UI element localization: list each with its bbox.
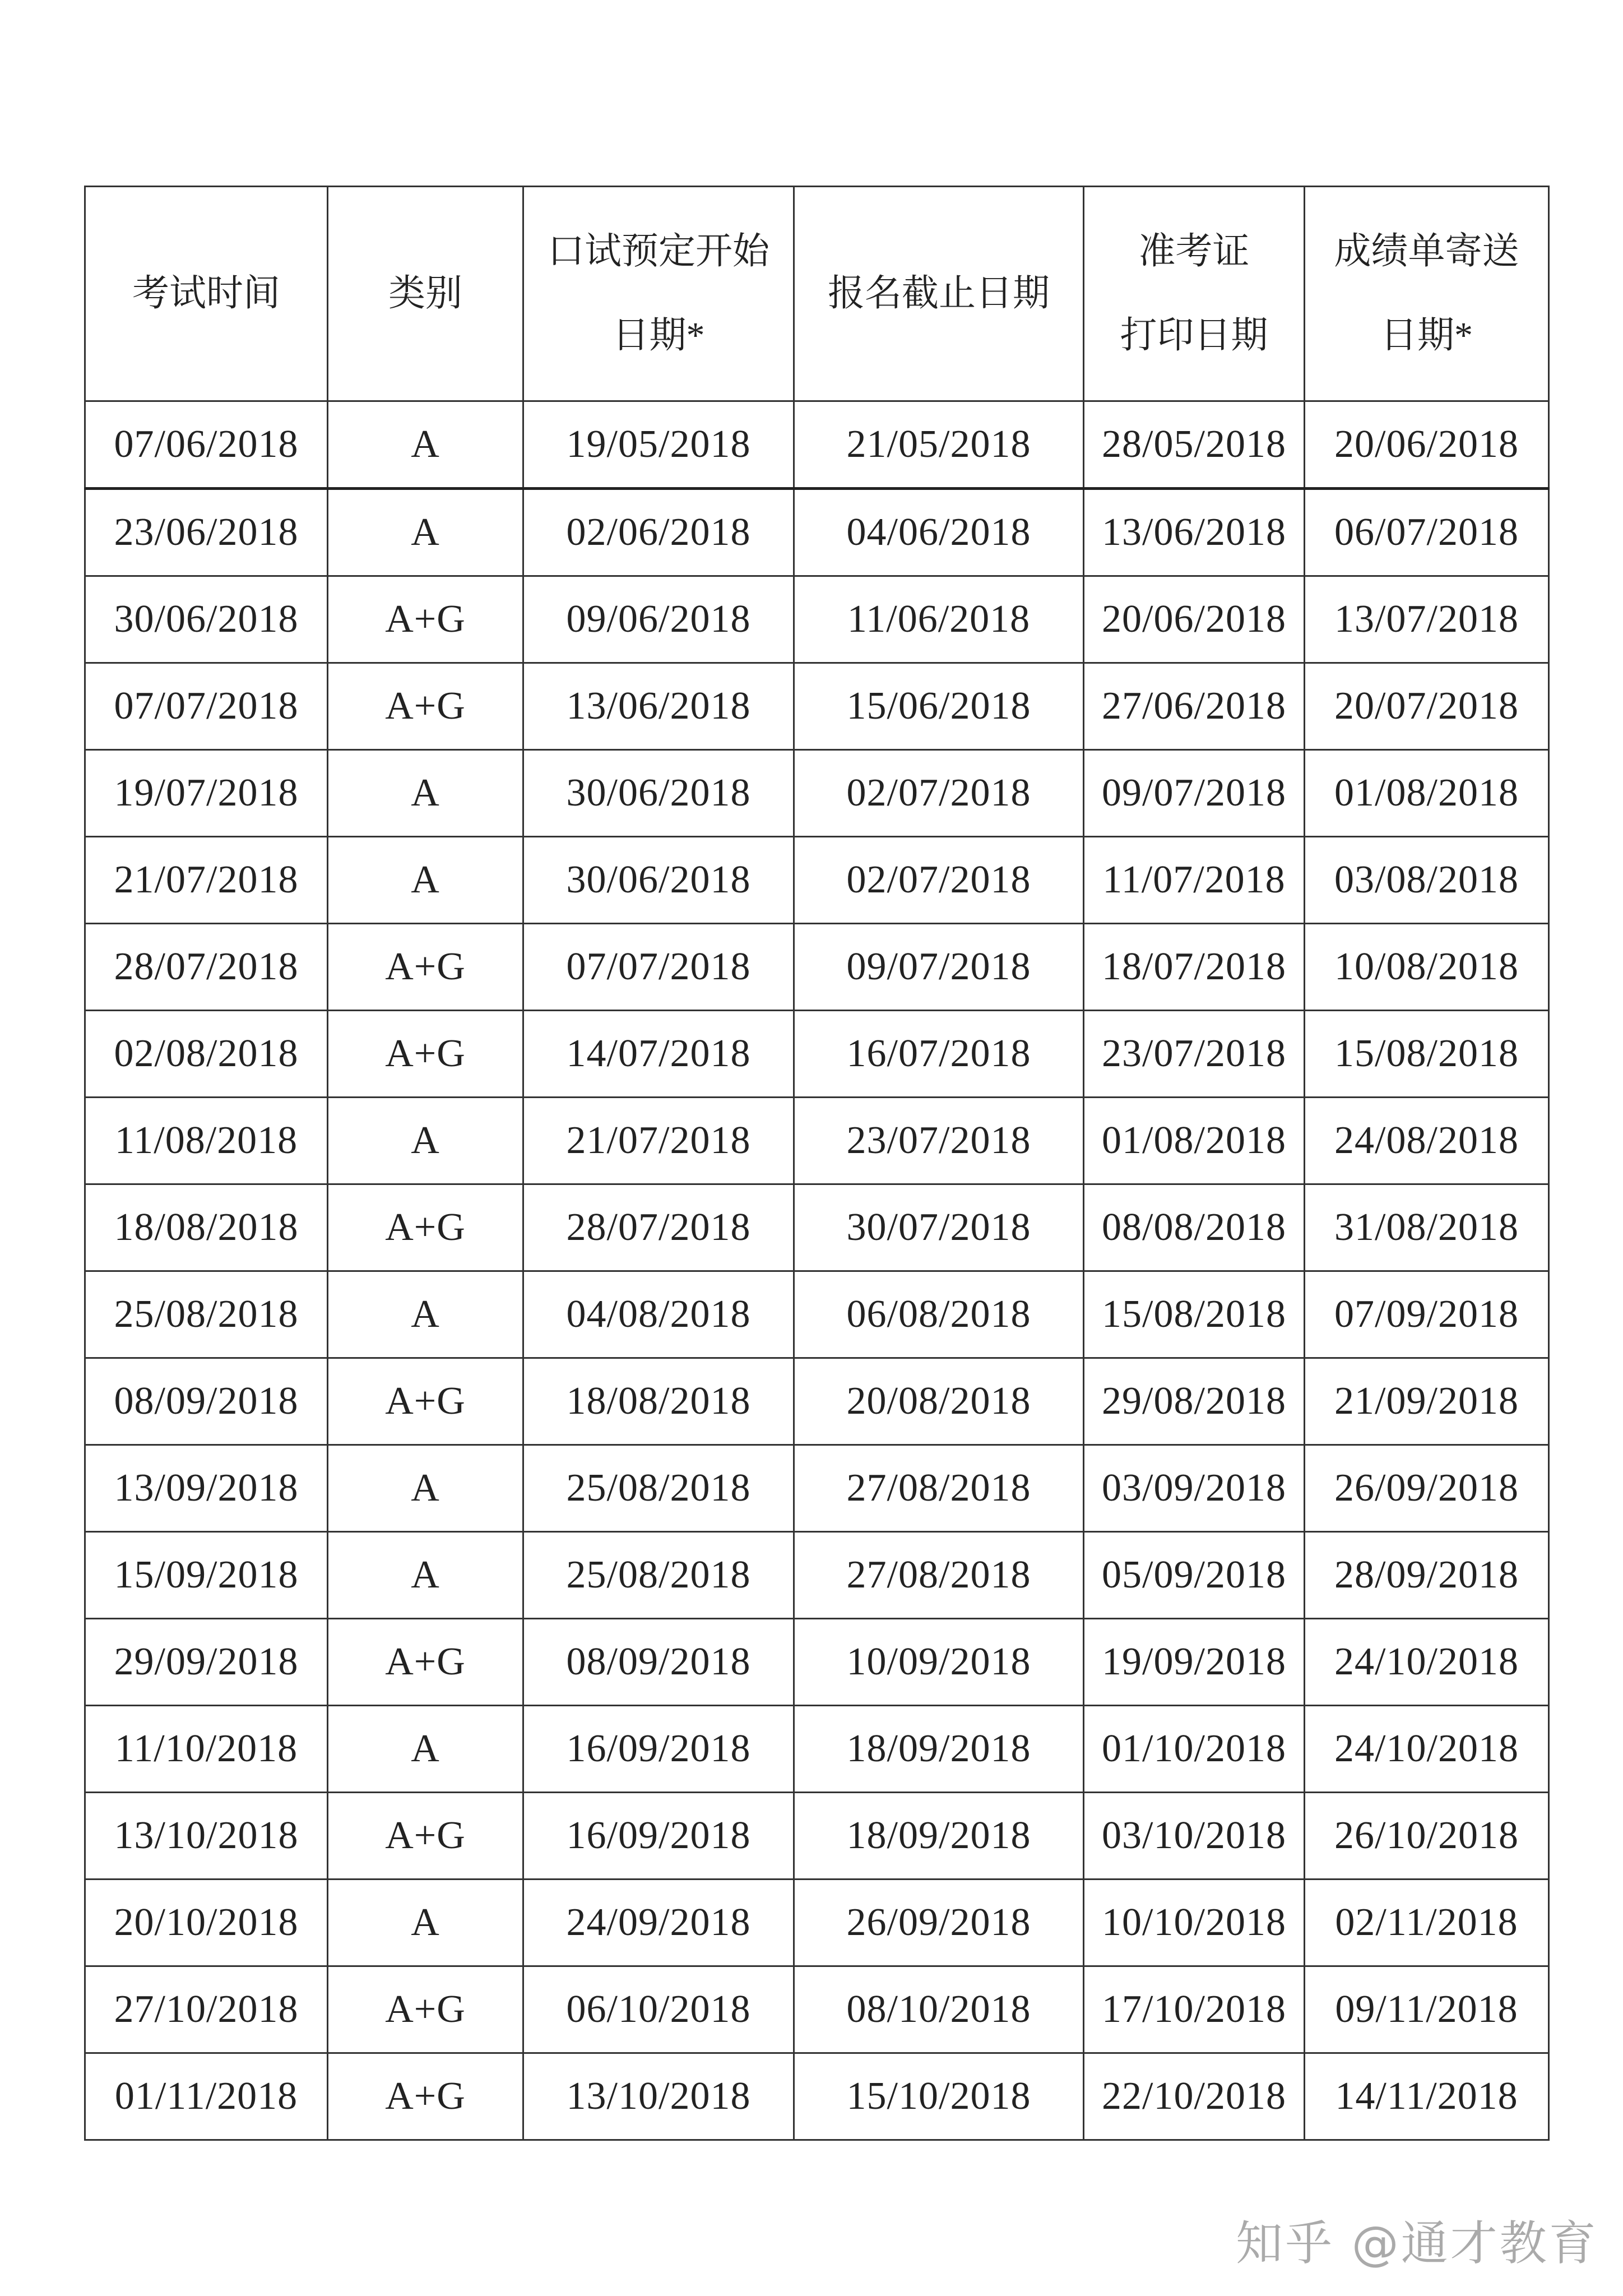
cell-speaking-start-date: 07/07/2018 bbox=[523, 924, 794, 1011]
cell-category: A+G bbox=[328, 663, 523, 750]
cell-speaking-start-date: 30/06/2018 bbox=[523, 750, 794, 837]
cell-exam-date: 11/08/2018 bbox=[85, 1098, 328, 1184]
cell-speaking-start-date: 16/09/2018 bbox=[523, 1793, 794, 1880]
cell-category: A+G bbox=[328, 1619, 523, 1706]
cell-speaking-start-date: 25/08/2018 bbox=[523, 1445, 794, 1532]
cell-admission-ticket-print-date: 22/10/2018 bbox=[1084, 2053, 1305, 2140]
cell-speaking-start-date: 16/09/2018 bbox=[523, 1706, 794, 1793]
cell-speaking-start-date: 25/08/2018 bbox=[523, 1532, 794, 1619]
header-admission-ticket-print-date bbox=[1084, 187, 1305, 401]
cell-exam-date: 11/10/2018 bbox=[85, 1706, 328, 1793]
cell-registration-deadline: 06/08/2018 bbox=[794, 1271, 1084, 1358]
cell-registration-deadline: 09/07/2018 bbox=[794, 924, 1084, 1011]
cell-speaking-start-date: 13/10/2018 bbox=[523, 2053, 794, 2140]
cell-category: A bbox=[328, 837, 523, 924]
cell-admission-ticket-print-date: 28/05/2018 bbox=[1084, 401, 1305, 489]
cell-exam-date: 28/07/2018 bbox=[85, 924, 328, 1011]
cell-exam-date: 13/10/2018 bbox=[85, 1793, 328, 1880]
cell-score-report-mail-date: 26/10/2018 bbox=[1305, 1793, 1549, 1880]
header-line: 打印日期 bbox=[1120, 315, 1268, 356]
cell-admission-ticket-print-date: 27/06/2018 bbox=[1084, 663, 1305, 750]
cell-admission-ticket-print-date: 13/06/2018 bbox=[1084, 489, 1305, 576]
table-row bbox=[85, 750, 1549, 837]
table-row bbox=[85, 1619, 1549, 1706]
cell-score-report-mail-date: 15/08/2018 bbox=[1305, 1011, 1549, 1098]
cell-registration-deadline: 04/06/2018 bbox=[794, 489, 1084, 576]
cell-registration-deadline: 02/07/2018 bbox=[794, 837, 1084, 924]
cell-speaking-start-date: 08/09/2018 bbox=[523, 1619, 794, 1706]
cell-speaking-start-date: 19/05/2018 bbox=[523, 401, 794, 489]
cell-exam-date: 18/08/2018 bbox=[85, 1184, 328, 1271]
cell-exam-date: 02/08/2018 bbox=[85, 1011, 328, 1098]
cell-exam-date: 25/08/2018 bbox=[85, 1271, 328, 1358]
cell-exam-date: 07/06/2018 bbox=[85, 401, 328, 489]
cell-registration-deadline: 02/07/2018 bbox=[794, 750, 1084, 837]
cell-category: A bbox=[328, 401, 523, 489]
header-registration-deadline bbox=[794, 187, 1084, 401]
cell-registration-deadline: 26/09/2018 bbox=[794, 1880, 1084, 1966]
header-exam-date bbox=[85, 187, 328, 401]
cell-admission-ticket-print-date: 03/10/2018 bbox=[1084, 1793, 1305, 1880]
cell-speaking-start-date: 09/06/2018 bbox=[523, 576, 794, 663]
cell-category: A+G bbox=[328, 1184, 523, 1271]
cell-speaking-start-date: 13/06/2018 bbox=[523, 663, 794, 750]
table-row bbox=[85, 837, 1549, 924]
table-row bbox=[85, 1184, 1549, 1271]
cell-registration-deadline: 16/07/2018 bbox=[794, 1011, 1084, 1098]
cell-exam-date: 21/07/2018 bbox=[85, 837, 328, 924]
cell-exam-date: 30/06/2018 bbox=[85, 576, 328, 663]
cell-admission-ticket-print-date: 19/09/2018 bbox=[1084, 1619, 1305, 1706]
cell-score-report-mail-date: 20/06/2018 bbox=[1305, 401, 1549, 489]
table-row bbox=[85, 1445, 1549, 1532]
cell-admission-ticket-print-date: 29/08/2018 bbox=[1084, 1358, 1305, 1445]
cell-exam-date: 07/07/2018 bbox=[85, 663, 328, 750]
cell-score-report-mail-date: 03/08/2018 bbox=[1305, 837, 1549, 924]
cell-registration-deadline: 27/08/2018 bbox=[794, 1532, 1084, 1619]
header-score-report-mail-date bbox=[1305, 187, 1549, 401]
table-row bbox=[85, 576, 1549, 663]
cell-admission-ticket-print-date: 20/06/2018 bbox=[1084, 576, 1305, 663]
cell-registration-deadline: 18/09/2018 bbox=[794, 1793, 1084, 1880]
cell-category: A bbox=[328, 489, 523, 576]
cell-admission-ticket-print-date: 18/07/2018 bbox=[1084, 924, 1305, 1011]
cell-category: A+G bbox=[328, 1011, 523, 1098]
cell-score-report-mail-date: 10/08/2018 bbox=[1305, 924, 1549, 1011]
cell-score-report-mail-date: 24/10/2018 bbox=[1305, 1619, 1549, 1706]
cell-admission-ticket-print-date: 01/08/2018 bbox=[1084, 1098, 1305, 1184]
cell-exam-date: 01/11/2018 bbox=[85, 2053, 328, 2140]
cell-registration-deadline: 30/07/2018 bbox=[794, 1184, 1084, 1271]
header-line: 考试时间 bbox=[132, 273, 280, 314]
cell-category: A bbox=[328, 1271, 523, 1358]
cell-exam-date: 19/07/2018 bbox=[85, 750, 328, 837]
cell-score-report-mail-date: 02/11/2018 bbox=[1305, 1880, 1549, 1966]
cell-speaking-start-date: 14/07/2018 bbox=[523, 1011, 794, 1098]
cell-exam-date: 15/09/2018 bbox=[85, 1532, 328, 1619]
cell-category: A bbox=[328, 1532, 523, 1619]
cell-speaking-start-date: 21/07/2018 bbox=[523, 1098, 794, 1184]
cell-exam-date: 08/09/2018 bbox=[85, 1358, 328, 1445]
cell-admission-ticket-print-date: 09/07/2018 bbox=[1084, 750, 1305, 837]
header-line: 口试预定开始 bbox=[548, 231, 769, 272]
cell-score-report-mail-date: 01/08/2018 bbox=[1305, 750, 1549, 837]
cell-exam-date: 27/10/2018 bbox=[85, 1966, 328, 2053]
table-row bbox=[85, 1793, 1549, 1880]
cell-admission-ticket-print-date: 17/10/2018 bbox=[1084, 1966, 1305, 2053]
cell-category: A bbox=[328, 1880, 523, 1966]
cell-score-report-mail-date: 06/07/2018 bbox=[1305, 489, 1549, 576]
cell-admission-ticket-print-date: 08/08/2018 bbox=[1084, 1184, 1305, 1271]
table-row bbox=[85, 1271, 1549, 1358]
header-row bbox=[85, 187, 1549, 401]
table-row bbox=[85, 1358, 1549, 1445]
header-category bbox=[328, 187, 523, 401]
table-row bbox=[85, 1011, 1549, 1098]
cell-category: A bbox=[328, 1098, 523, 1184]
cell-score-report-mail-date: 13/07/2018 bbox=[1305, 576, 1549, 663]
cell-score-report-mail-date: 31/08/2018 bbox=[1305, 1184, 1549, 1271]
table-row bbox=[85, 2053, 1549, 2140]
table-row bbox=[85, 924, 1549, 1011]
header-line: 报名截止日期 bbox=[828, 273, 1050, 314]
cell-category: A bbox=[328, 1445, 523, 1532]
cell-admission-ticket-print-date: 23/07/2018 bbox=[1084, 1011, 1305, 1098]
cell-registration-deadline: 10/09/2018 bbox=[794, 1619, 1084, 1706]
cell-registration-deadline: 15/10/2018 bbox=[794, 2053, 1084, 2140]
cell-admission-ticket-print-date: 01/10/2018 bbox=[1084, 1706, 1305, 1793]
cell-registration-deadline: 18/09/2018 bbox=[794, 1706, 1084, 1793]
table-row bbox=[85, 1532, 1549, 1619]
header-line: 类别 bbox=[388, 273, 462, 314]
table-row bbox=[85, 1706, 1549, 1793]
cell-category: A+G bbox=[328, 1358, 523, 1445]
cell-registration-deadline: 21/05/2018 bbox=[794, 401, 1084, 489]
cell-score-report-mail-date: 09/11/2018 bbox=[1305, 1966, 1549, 2053]
cell-score-report-mail-date: 21/09/2018 bbox=[1305, 1358, 1549, 1445]
cell-admission-ticket-print-date: 05/09/2018 bbox=[1084, 1532, 1305, 1619]
header-line: 日期* bbox=[1380, 315, 1473, 356]
table-row bbox=[85, 401, 1549, 489]
cell-exam-date: 20/10/2018 bbox=[85, 1880, 328, 1966]
header-line: 准考证 bbox=[1138, 231, 1250, 272]
cell-category: A+G bbox=[328, 1966, 523, 2053]
cell-score-report-mail-date: 14/11/2018 bbox=[1305, 2053, 1549, 2140]
cell-speaking-start-date: 02/06/2018 bbox=[523, 489, 794, 576]
cell-score-report-mail-date: 26/09/2018 bbox=[1305, 1445, 1549, 1532]
table-row bbox=[85, 1880, 1549, 1966]
watermark: 知乎 @通才教育 bbox=[1236, 2216, 1598, 2271]
cell-registration-deadline: 15/06/2018 bbox=[794, 663, 1084, 750]
cell-score-report-mail-date: 07/09/2018 bbox=[1305, 1271, 1549, 1358]
cell-registration-deadline: 23/07/2018 bbox=[794, 1098, 1084, 1184]
table-row bbox=[85, 663, 1549, 750]
cell-registration-deadline: 27/08/2018 bbox=[794, 1445, 1084, 1532]
cell-score-report-mail-date: 28/09/2018 bbox=[1305, 1532, 1549, 1619]
cell-registration-deadline: 11/06/2018 bbox=[794, 576, 1084, 663]
cell-score-report-mail-date: 24/08/2018 bbox=[1305, 1098, 1549, 1184]
cell-exam-date: 13/09/2018 bbox=[85, 1445, 328, 1532]
cell-speaking-start-date: 24/09/2018 bbox=[523, 1880, 794, 1966]
cell-admission-ticket-print-date: 03/09/2018 bbox=[1084, 1445, 1305, 1532]
cell-speaking-start-date: 18/08/2018 bbox=[523, 1358, 794, 1445]
cell-score-report-mail-date: 24/10/2018 bbox=[1305, 1706, 1549, 1793]
cell-category: A bbox=[328, 1706, 523, 1793]
cell-registration-deadline: 08/10/2018 bbox=[794, 1966, 1084, 2053]
cell-score-report-mail-date: 20/07/2018 bbox=[1305, 663, 1549, 750]
cell-admission-ticket-print-date: 15/08/2018 bbox=[1084, 1271, 1305, 1358]
table-row bbox=[85, 1098, 1549, 1184]
cell-category: A+G bbox=[328, 576, 523, 663]
cell-exam-date: 23/06/2018 bbox=[85, 489, 328, 576]
cell-admission-ticket-print-date: 11/07/2018 bbox=[1084, 837, 1305, 924]
cell-speaking-start-date: 06/10/2018 bbox=[523, 1966, 794, 2053]
cell-admission-ticket-print-date: 10/10/2018 bbox=[1084, 1880, 1305, 1966]
header-line: 成绩单寄送 bbox=[1334, 231, 1519, 272]
header-speaking-start-date bbox=[523, 187, 794, 401]
cell-category: A+G bbox=[328, 924, 523, 1011]
cell-category: A+G bbox=[328, 2053, 523, 2140]
cell-registration-deadline: 20/08/2018 bbox=[794, 1358, 1084, 1445]
cell-exam-date: 29/09/2018 bbox=[85, 1619, 328, 1706]
cell-category: A+G bbox=[328, 1793, 523, 1880]
table-row bbox=[85, 489, 1549, 576]
cell-speaking-start-date: 04/08/2018 bbox=[523, 1271, 794, 1358]
exam-schedule-table bbox=[84, 186, 1550, 2141]
cell-speaking-start-date: 30/06/2018 bbox=[523, 837, 794, 924]
table-row bbox=[85, 1966, 1549, 2053]
cell-category: A bbox=[328, 750, 523, 837]
cell-speaking-start-date: 28/07/2018 bbox=[523, 1184, 794, 1271]
header-line: 日期* bbox=[612, 315, 705, 356]
